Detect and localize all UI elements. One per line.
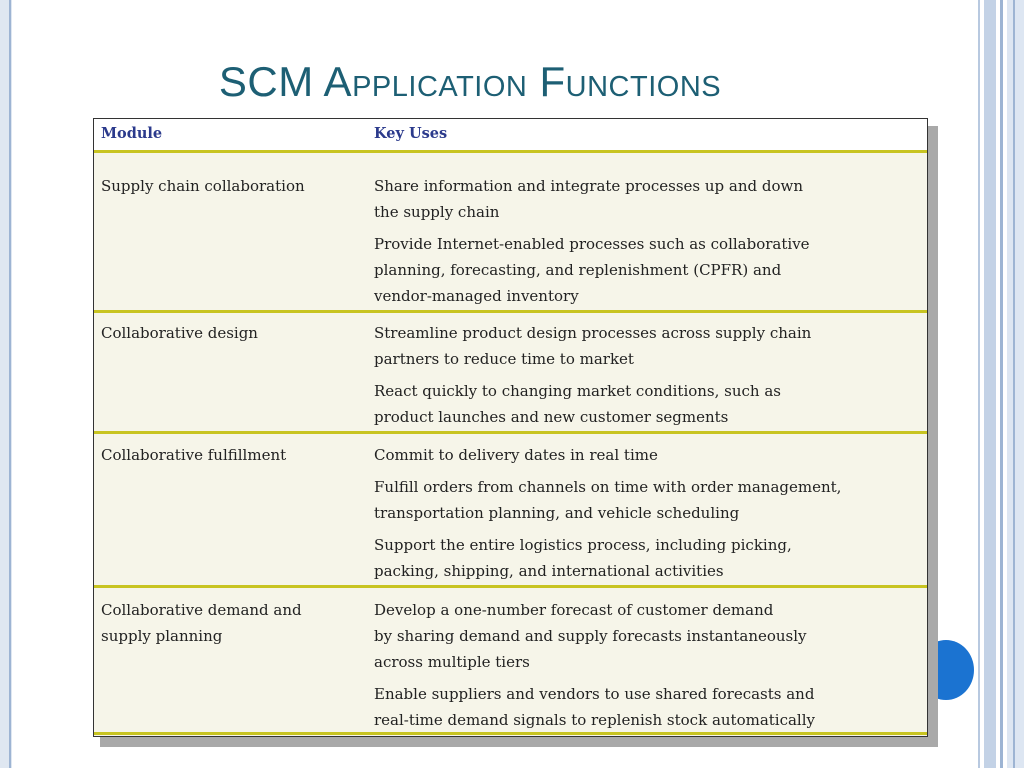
left-decorative-bar bbox=[0, 0, 12, 768]
key-use-cell: React quickly to changing market conditions, such as product launches and new customer segments bbox=[374, 382, 781, 426]
key-use-cell: Share information and integrate processes up and down the supply chain bbox=[374, 177, 804, 221]
key-use-cell: Streamline product design processes across supply chain partners to reduce time to market bbox=[374, 324, 812, 368]
module-cell: Collaborative demand and supply planning bbox=[101, 601, 302, 645]
module-cell: Supply chain collaboration bbox=[101, 177, 305, 195]
header-rule bbox=[94, 150, 927, 153]
key-use-cell: Provide Internet-enabled processes such as collaborative planning, forecasting, and replenishment (CPFR) and vendor-managed inventory bbox=[374, 235, 810, 305]
header-module: Module bbox=[101, 125, 163, 142]
module-cell: Collaborative design bbox=[101, 324, 258, 342]
key-use-cell: Develop a one-number forecast of customer demand by sharing demand and supply forecasts instantaneously across multiple tiers bbox=[374, 601, 807, 671]
row-rule bbox=[94, 585, 927, 588]
row-rule bbox=[94, 431, 927, 434]
scm-functions-table bbox=[93, 118, 928, 737]
key-use-cell: Commit to delivery dates in real time bbox=[374, 446, 658, 464]
key-use-cell: Enable suppliers and vendors to use shared forecasts and real-time demand signals to replenish stock automatically bbox=[374, 685, 816, 729]
row-rule bbox=[94, 310, 927, 313]
table-header bbox=[94, 119, 927, 150]
slide-title: SCM Application Functions bbox=[218, 58, 722, 105]
bottom-rule bbox=[94, 732, 927, 735]
key-use-cell: Fulfill orders from channels on time with order management, transportation planning, and vehicle scheduling bbox=[374, 478, 842, 522]
right-decorative-rail bbox=[978, 0, 1024, 768]
key-use-cell: Support the entire logistics process, including picking, packing, shipping, and international activities bbox=[374, 536, 792, 580]
header-key-uses: Key Uses bbox=[374, 125, 448, 142]
module-cell: Collaborative fulfillment bbox=[101, 446, 287, 464]
